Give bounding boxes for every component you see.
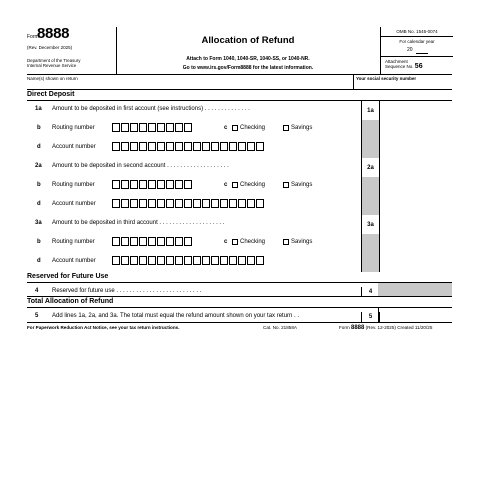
digit-box[interactable] [193, 142, 201, 151]
line-text-label: Amount to be deposited in second account [52, 163, 166, 169]
digit-box[interactable] [130, 180, 138, 189]
digit-box[interactable] [175, 237, 183, 246]
routing-number-input[interactable] [112, 237, 193, 246]
line-4 [27, 283, 452, 297]
line-number: 1a [35, 106, 42, 112]
form-title: Allocation of Refund [201, 35, 295, 46]
paperwork-notice: For Paperwork Reduction Act Notice, see your tax return instructions. [27, 325, 180, 330]
form-8888 [27, 27, 452, 333]
attachment-sequence [385, 59, 423, 69]
line-text [52, 163, 229, 169]
digit-box[interactable] [211, 142, 219, 151]
line-text [52, 220, 224, 226]
line-l3a [27, 215, 452, 234]
form-header [27, 27, 452, 74]
deposit-amount-field[interactable] [378, 101, 452, 120]
sequence-label: Sequence No. [385, 64, 414, 70]
checking-checkbox[interactable] [232, 182, 238, 188]
digit-box[interactable] [148, 256, 156, 265]
line-number: 5 [35, 313, 39, 319]
digit-box[interactable] [139, 142, 147, 151]
routing-line [27, 120, 452, 139]
savings-checkbox[interactable] [283, 239, 289, 245]
digit-box[interactable] [130, 142, 138, 151]
account-number-input[interactable] [112, 142, 265, 151]
digit-box[interactable] [193, 199, 201, 208]
digit-box[interactable] [166, 256, 174, 265]
attachment-label: Attachment [385, 59, 408, 64]
digit-box[interactable] [112, 256, 120, 265]
year-input-line[interactable] [416, 53, 428, 54]
amount-continuation [378, 139, 452, 158]
digit-box[interactable] [157, 237, 165, 246]
digit-box[interactable] [130, 199, 138, 208]
account-label: Account number [52, 258, 96, 264]
line-text [52, 106, 250, 112]
divider [381, 56, 453, 57]
digit-box[interactable] [220, 142, 228, 151]
line-letter: d [37, 201, 41, 207]
line-letter: c [224, 182, 228, 188]
omb-number: OMB No. 1545-0074 [396, 29, 438, 34]
digit-box[interactable] [121, 142, 129, 151]
footer-form-id [339, 325, 432, 331]
digit-box[interactable] [256, 142, 264, 151]
department [27, 58, 80, 69]
checking-label: Checking [240, 125, 266, 131]
digit-box[interactable] [238, 256, 246, 265]
digit-box[interactable] [202, 142, 210, 151]
sequence-number: 56 [414, 63, 423, 71]
checking-checkbox[interactable] [232, 239, 238, 245]
line-5-text: Add lines 1a, 2a, and 3a. The total must equal the refund amount shown on your tax return [52, 313, 293, 319]
digit-box[interactable] [184, 256, 192, 265]
line-text [52, 313, 299, 319]
digit-box[interactable] [139, 237, 147, 246]
digit-box[interactable] [112, 180, 120, 189]
digit-box[interactable] [112, 237, 120, 246]
digit-box[interactable] [121, 180, 129, 189]
digit-box[interactable] [175, 123, 183, 132]
routing-label: Routing number [52, 239, 95, 245]
digit-box[interactable] [184, 237, 192, 246]
ssn-field[interactable] [353, 75, 453, 89]
digit-box[interactable] [121, 256, 129, 265]
amount-continuation [378, 120, 452, 139]
digit-box[interactable] [139, 123, 147, 132]
line-letter: b [37, 239, 41, 245]
digit-box[interactable] [121, 237, 129, 246]
digit-box[interactable] [157, 180, 165, 189]
savings-checkbox[interactable] [283, 125, 289, 131]
digit-box[interactable] [238, 199, 246, 208]
year-prefix: 20 [407, 47, 413, 53]
digit-box[interactable] [184, 142, 192, 151]
digit-box[interactable] [157, 199, 165, 208]
leader-dots: . . . . . . . . . . . . . . . . . . . . [159, 220, 225, 226]
digit-box[interactable] [130, 256, 138, 265]
name-label: Name(s) shown on return [27, 76, 78, 81]
routing-number-input[interactable] [112, 123, 193, 132]
amount-label: 2a [367, 165, 374, 171]
amount-continuation [378, 234, 452, 253]
digit-box[interactable] [193, 256, 201, 265]
total-amount-field[interactable] [378, 308, 453, 322]
digit-box[interactable] [229, 199, 237, 208]
account-line [27, 253, 452, 272]
form-word: Form [27, 34, 39, 40]
digit-box[interactable] [112, 123, 120, 132]
digit-box[interactable] [148, 123, 156, 132]
digit-box[interactable] [175, 256, 183, 265]
digit-box[interactable] [256, 199, 264, 208]
routing-number-input[interactable] [112, 180, 193, 189]
digit-box[interactable] [229, 256, 237, 265]
digit-box[interactable] [220, 256, 228, 265]
digit-box[interactable] [148, 237, 156, 246]
department-line2: Internal Revenue Service [27, 63, 77, 69]
line-4-text: Reserved for future use [52, 288, 115, 294]
digit-box[interactable] [229, 142, 237, 151]
digit-box[interactable] [256, 256, 264, 265]
digit-box[interactable] [121, 199, 129, 208]
section-reserved [27, 272, 452, 283]
checking-label: Checking [240, 182, 266, 188]
header-right [380, 27, 453, 74]
digit-box[interactable] [157, 123, 165, 132]
digit-box[interactable] [166, 142, 174, 151]
leader-dots: . . . . . . . . . . . . . . . . . . . [167, 163, 229, 169]
name-row [27, 74, 452, 90]
digit-box[interactable] [148, 180, 156, 189]
form-number: 8888 [37, 25, 70, 42]
line-letter: c [224, 239, 228, 245]
footer-form-word: Form [339, 325, 350, 330]
routing-label: Routing number [52, 182, 95, 188]
digit-box[interactable] [202, 199, 210, 208]
digit-box[interactable] [139, 199, 147, 208]
line-number: 4 [35, 288, 39, 294]
digit-box[interactable] [166, 199, 174, 208]
amount-continuation [378, 177, 452, 196]
amount-label: 3a [367, 222, 374, 228]
account-label: Account number [52, 201, 96, 207]
routing-line [27, 177, 452, 196]
deposit-amount-field[interactable] [378, 158, 452, 177]
digit-box[interactable] [211, 199, 219, 208]
digit-box[interactable] [184, 199, 192, 208]
digit-box[interactable] [202, 256, 210, 265]
ssn-label: Your social security number [356, 76, 417, 81]
digit-box[interactable] [112, 142, 120, 151]
reserved-amount-box [378, 283, 452, 296]
header-left [27, 27, 117, 74]
amount-label: 4 [368, 289, 373, 295]
digit-box[interactable] [184, 180, 192, 189]
digit-box[interactable] [166, 237, 174, 246]
line-letter: d [37, 144, 41, 150]
digit-box[interactable] [139, 256, 147, 265]
direct-deposit-lines [27, 101, 452, 272]
savings-label: Savings [291, 182, 313, 188]
line-letter: b [37, 182, 41, 188]
digit-box[interactable] [121, 123, 129, 132]
savings-label: Savings [291, 125, 313, 131]
line-text [52, 288, 201, 294]
line-number: 3a [35, 220, 42, 226]
goto-instruction: Go to www.irs.gov/Form8888 for the latest information. [182, 65, 314, 71]
section-title: Reserved for Future Use [27, 273, 109, 280]
section-title: Total Allocation of Refund [27, 298, 114, 305]
footer-form-number: 8888 [351, 325, 365, 331]
section-title: Direct Deposit [27, 91, 75, 98]
deposit-amount-field[interactable] [378, 215, 452, 234]
digit-box[interactable] [175, 142, 183, 151]
digit-box[interactable] [130, 237, 138, 246]
line-text-label: Amount to be deposited in third account [52, 220, 158, 226]
digit-box[interactable] [112, 199, 120, 208]
digit-box[interactable] [211, 256, 219, 265]
digit-box[interactable] [184, 123, 192, 132]
digit-box[interactable] [175, 180, 183, 189]
digit-box[interactable] [166, 123, 174, 132]
digit-box[interactable] [247, 142, 255, 151]
header-center [116, 27, 380, 74]
digit-box[interactable] [157, 142, 165, 151]
attach-instruction: Attach to Form 1040, 1040-SR, 1040-SS, or 1040-NR. [186, 56, 310, 62]
line-letter: d [37, 258, 41, 264]
line-text-label: Amount to be deposited in first account (see instructions) [52, 106, 204, 112]
digit-box[interactable] [139, 180, 147, 189]
revision-date: (Rev. December 2025) [27, 45, 73, 50]
amount-label: 1a [367, 108, 374, 114]
amount-continuation [378, 196, 452, 215]
section-direct-deposit [27, 90, 452, 101]
digit-box[interactable] [148, 142, 156, 151]
digit-box[interactable] [157, 256, 165, 265]
digit-box[interactable] [166, 180, 174, 189]
checking-label: Checking [240, 239, 266, 245]
line-letter: b [37, 125, 41, 131]
routing-line [27, 234, 452, 253]
account-line [27, 196, 452, 215]
digit-box[interactable] [220, 199, 228, 208]
routing-label: Routing number [52, 125, 95, 131]
digit-box[interactable] [247, 199, 255, 208]
leader-dots: . . . . . . . . . . . . . . [204, 106, 250, 112]
digit-box[interactable] [175, 199, 183, 208]
line-5 [27, 308, 452, 322]
catalog-number: Cat. No. 21858A [263, 325, 297, 330]
line-l1a [27, 101, 452, 120]
account-line [27, 139, 452, 158]
digit-box[interactable] [247, 256, 255, 265]
account-number-input[interactable] [112, 199, 265, 208]
account-number-input[interactable] [112, 256, 265, 265]
savings-checkbox[interactable] [283, 182, 289, 188]
digit-box[interactable] [148, 199, 156, 208]
line-l2a [27, 158, 452, 177]
line-letter: c [224, 125, 228, 131]
footer-revision: (Rev. 12-2025) Created 11/20/25 [365, 325, 433, 330]
divider [381, 36, 453, 37]
account-label: Account number [52, 144, 96, 150]
line-number: 2a [35, 163, 42, 169]
amount-continuation [378, 253, 452, 272]
department-line1: Department of the Treasury [27, 58, 81, 63]
section-total [27, 297, 452, 308]
leader-dots: . . [294, 313, 300, 319]
leader-dots: . . . . . . . . . . . . . . . . . . . . . . . . . . [116, 288, 202, 294]
savings-label: Savings [291, 239, 313, 245]
digit-box[interactable] [238, 142, 246, 151]
form-footer [27, 322, 452, 333]
calendar-year-label: For calendar year [399, 39, 435, 44]
amount-label: 5 [368, 314, 373, 320]
digit-box[interactable] [130, 123, 138, 132]
checking-checkbox[interactable] [232, 125, 238, 131]
